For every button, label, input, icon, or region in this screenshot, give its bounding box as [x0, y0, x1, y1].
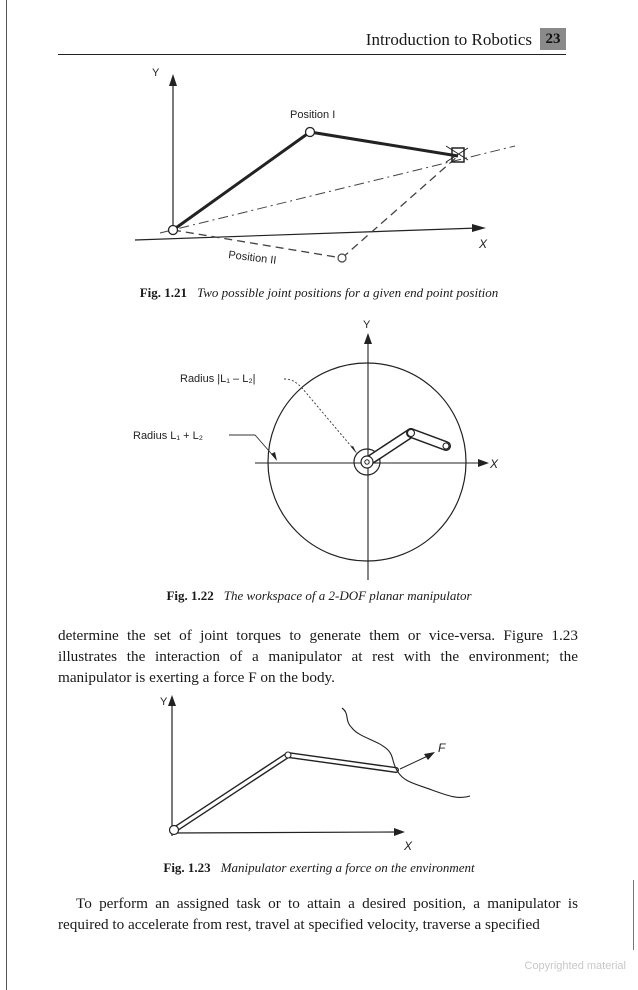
x-axis-label: X [479, 237, 488, 251]
position-1-label: Position I [290, 109, 336, 121]
x-axis-line [172, 832, 400, 833]
x-axis-arrow [478, 459, 489, 467]
y-axis-label: Y [363, 319, 371, 331]
body-paragraph-2: To perform an assigned task or to attain a desired position, a manipulator is required to accelerate from rest, travel at specified velocity, traverse a specified [58, 895, 578, 933]
x-axis-arrow [472, 224, 486, 232]
y-axis-arrow [169, 74, 177, 86]
link-2-position-2 [342, 156, 458, 258]
body-paragraph-1: determine the set of joint torques to generate them or vice-versa. Figure 1.23 illustrates the interaction of a manipulator at rest with the environment; the manipulator is exerting a force F on the body. [58, 627, 578, 686]
figure-1-23-caption [0, 860, 638, 876]
figure-1-22-caption [0, 588, 638, 604]
copyright-watermark: Copyrighted material [524, 960, 626, 972]
position-2-label: Position II [227, 249, 278, 267]
figure-1-21-caption-text: Two possible joint positions for a given end point position [197, 285, 499, 300]
book-title: Introduction to Robotics [365, 30, 532, 49]
figure-1-23-caption-text: Manipulator exerting a force on the environment [220, 860, 475, 875]
figure-1-23 [0, 690, 638, 855]
x-axis-line [135, 228, 478, 240]
y-axis-label: Y [160, 696, 168, 708]
outer-radius-arrow [271, 452, 277, 461]
reach-line [160, 146, 515, 233]
scan-edge-mark [633, 880, 634, 950]
base-joint [169, 226, 178, 235]
figure-1-23-drawing [0, 690, 638, 855]
x-axis-arrow [394, 828, 405, 836]
force-label: F [438, 741, 446, 755]
inner-radius-arrow [351, 446, 357, 454]
manipulator-links [361, 430, 449, 469]
inner-radius-leader [284, 379, 356, 452]
force-arrow [424, 752, 435, 760]
x-axis-label: X [404, 839, 413, 853]
figure-1-22 [0, 316, 638, 584]
inner-radius-label: Radius |L₁ – L₂| [180, 373, 256, 385]
figure-1-21-caption [0, 285, 638, 301]
figure-1-21 [0, 60, 638, 280]
figure-1-21-number: Fig. 1.21 [139, 285, 187, 300]
y-axis-label: Y [152, 67, 160, 79]
running-head [58, 28, 566, 55]
y-axis-arrow [364, 333, 372, 344]
page-number: 23 [540, 28, 566, 50]
link-1-position-1 [173, 132, 310, 230]
manipulator-links [170, 752, 397, 835]
figure-1-22-drawing [0, 316, 638, 584]
x-axis-label: X [490, 457, 499, 471]
elbow-joint-position-2 [338, 254, 346, 262]
figure-1-22-caption-text: The workspace of a 2-DOF planar manipulator [223, 588, 472, 603]
figure-1-21-drawing [0, 60, 638, 280]
figure-1-22-number: Fig. 1.22 [166, 588, 214, 603]
figure-1-23-number: Fig. 1.23 [163, 860, 211, 875]
link-2-position-1 [310, 132, 458, 156]
y-axis-arrow [168, 695, 176, 706]
elbow-joint-position-1 [306, 128, 315, 137]
environment-surface [342, 708, 470, 797]
outer-radius-label: Radius L₁ + L₂ [133, 430, 204, 442]
